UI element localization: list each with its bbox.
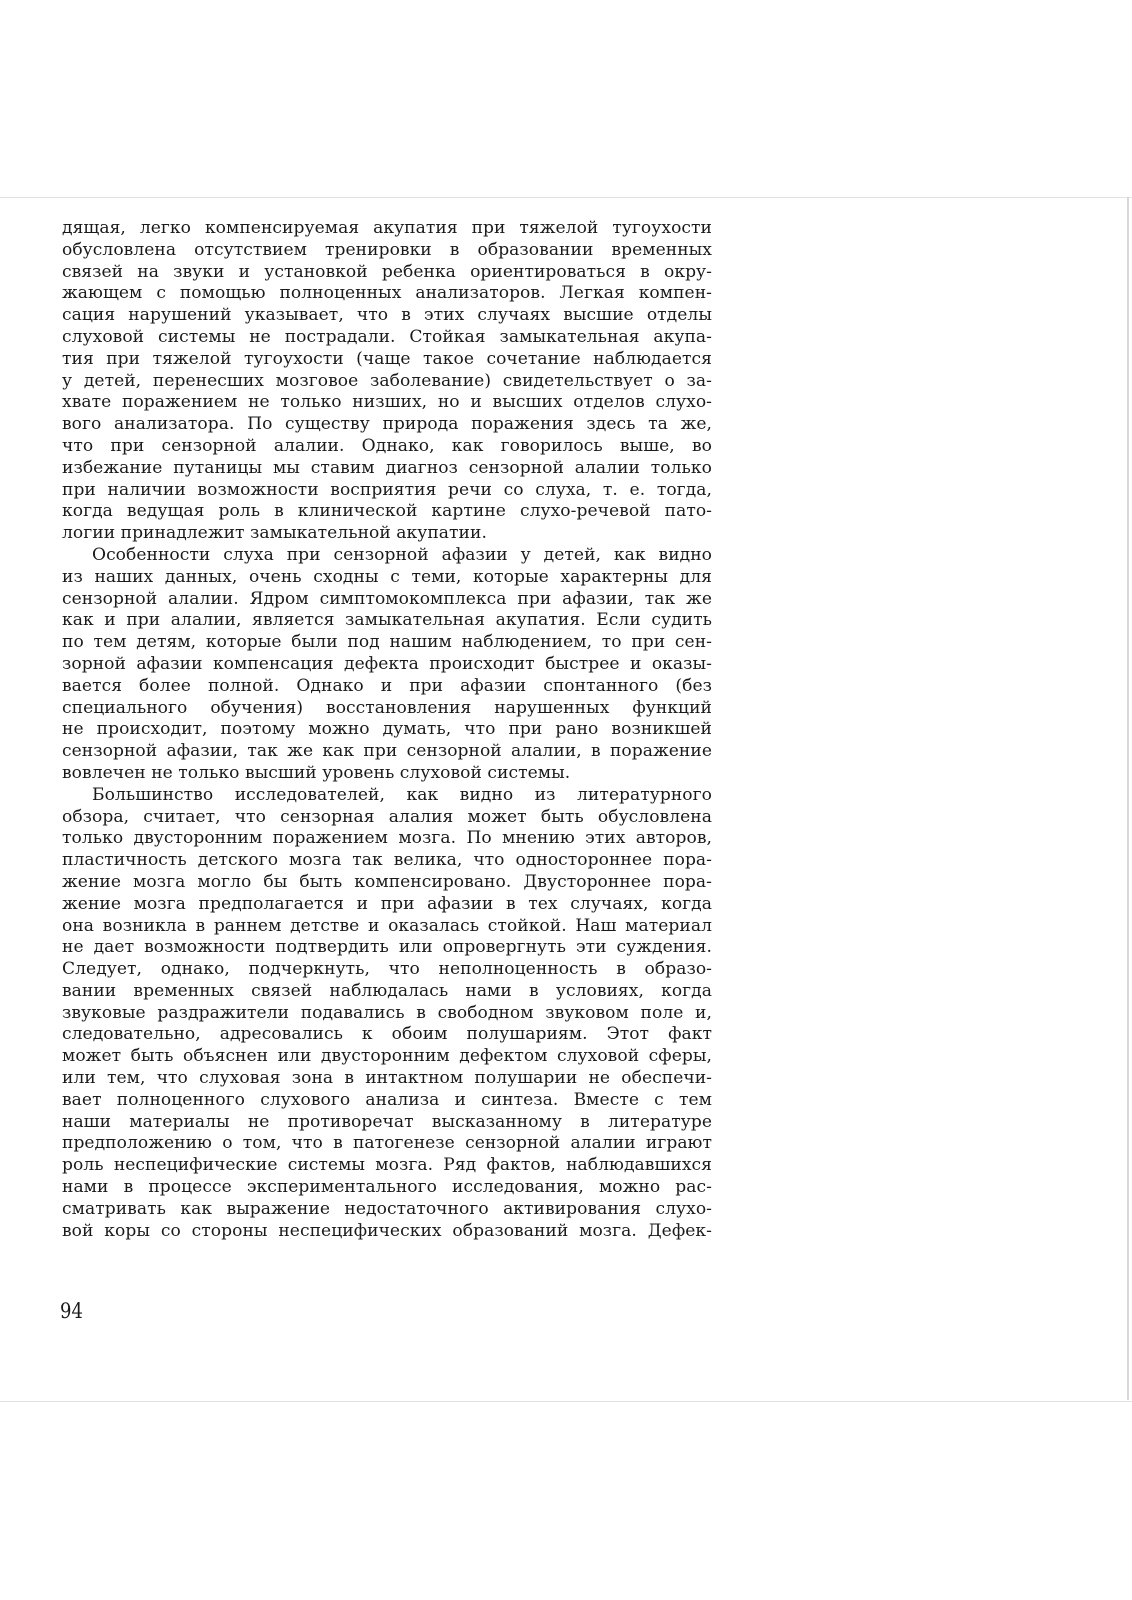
text-line: роль неспецифические системы мозга. Ряд фактов, наблюдавшихся xyxy=(62,1155,712,1176)
text-line: тия при тяжелой тугоухости (чаще такое сочетание наблюдается xyxy=(62,348,712,369)
text-line: у детей, перенесших мозговое заболевание) свидетельствует о за- xyxy=(62,370,712,391)
paragraph-1 xyxy=(62,218,712,545)
text-line: избежание путаницы мы ставим диагноз сензорной алалии только xyxy=(62,457,712,478)
page-edge-line xyxy=(1127,197,1129,1400)
text-line: как и при алалии, является замыкательная акупатия. Если судить xyxy=(62,610,712,631)
text-line: сация нарушений указывает, что в этих случаях высшие отделы xyxy=(62,305,712,326)
text-line: Большинство исследователей, как видно из литературного xyxy=(92,784,712,805)
text-line: жение мозга предполагается и при афазии в тех случаях, когда xyxy=(62,893,712,914)
text-line: может быть объяснен или двусторонним дефектом слуховой сферы, xyxy=(62,1046,712,1067)
text-line: при наличии возможности восприятия речи со слуха, т. е. тогда, xyxy=(62,479,712,500)
text-line: дящая, легко компенсируемая акупатия при тяжелой тугоухости xyxy=(62,218,712,238)
text-line: Особенности слуха при сензорной афазии у детей, как видно xyxy=(92,544,712,565)
text-line: логии принадлежит замыкательной акупатии. xyxy=(62,523,487,544)
text-line: когда ведущая роль в клинической картине слухо-речевой пато- xyxy=(62,501,712,522)
text-line: предположению о том, что в патогенезе сензорной алалии играют xyxy=(62,1133,712,1154)
paragraph-2 xyxy=(62,545,712,785)
text-line: вает полноценного слухового анализа и синтеза. Вместе с тем xyxy=(62,1089,712,1110)
text-line: из наших данных, очень сходны с теми, которые характерны для xyxy=(62,566,712,587)
text-line: сматривать как выражение недостаточного активирования слухо- xyxy=(62,1198,712,1219)
text-line: вании временных связей наблюдалась нами в условиях, когда xyxy=(62,980,712,1001)
text-line: хвате поражением не только низших, но и высших отделов слухо- xyxy=(62,392,712,413)
text-line: или тем, что слуховая зона в интактном полушарии не обеспечи- xyxy=(62,1068,712,1089)
text-line: связей на звуки и установкой ребенка ориентироваться в окру- xyxy=(62,261,712,282)
body-text xyxy=(62,218,712,1242)
paragraph-3 xyxy=(62,785,712,1243)
text-line: сензорной афазии, так же как при сензорной алалии, в поражение xyxy=(62,741,712,762)
text-line: вовлечен не только высший уровень слуховой системы. xyxy=(62,762,571,783)
text-line: Следует, однако, подчеркнуть, что неполноценность в образо- xyxy=(62,959,712,980)
text-line: она возникла в раннем детстве и оказалась стойкой. Наш материал xyxy=(62,915,712,936)
text-line: жающем с помощью полноценных анализаторов. Легкая компен- xyxy=(62,283,712,304)
text-line: нами в процессе экспериментального исследования, можно рас- xyxy=(62,1177,712,1198)
text-line: звуковые раздражители подавались в свободном звуковом поле и, xyxy=(62,1002,712,1023)
text-line: слуховой системы не пострадали. Стойкая замыкательная акупа- xyxy=(62,326,712,347)
text-line: вается более полной. Однако и при афазии спонтанного (без xyxy=(62,675,712,696)
text-line: только двусторонним поражением мозга. По мнению этих авторов, xyxy=(62,828,712,849)
text-line: следовательно, адресовались к обоим полушариям. Этот факт xyxy=(62,1024,712,1045)
text-line: не дает возможности подтвердить или опровергнуть эти суждения. xyxy=(62,937,712,958)
text-line: что при сензорной алалии. Однако, как говорилось выше, во xyxy=(62,435,712,456)
text-line: наши материалы не противоречат высказанному в литературе xyxy=(62,1111,712,1132)
page-number: 94 xyxy=(60,1298,83,1325)
text-line: сензорной алалии. Ядром симптомокомплекса при афазии, так же xyxy=(62,588,712,609)
text-line: не происходит, поэтому можно думать, что при рано возникшей xyxy=(62,719,712,740)
text-line: вой коры со стороны неспецифических образований мозга. Дефек- xyxy=(62,1220,712,1241)
text-line: пластичность детского мозга так велика, что одностороннее пора- xyxy=(62,850,712,871)
text-line: зорной афазии компенсация дефекта происходит быстрее и оказы- xyxy=(62,653,712,674)
text-line: обзора, считает, что сензорная алалия может быть обусловлена xyxy=(62,806,712,827)
text-line: вого анализатора. По существу природа поражения здесь та же, xyxy=(62,414,712,435)
text-line: жение мозга могло бы быть компенсировано. Двустороннее пора- xyxy=(62,871,712,892)
text-line: специального обучения) восстановления нарушенных функций xyxy=(62,697,712,718)
text-line: по тем детям, которые были под нашим наблюдением, то при сен- xyxy=(62,632,712,653)
text-line: обусловлена отсутствием тренировки в образовании временных xyxy=(62,239,712,260)
